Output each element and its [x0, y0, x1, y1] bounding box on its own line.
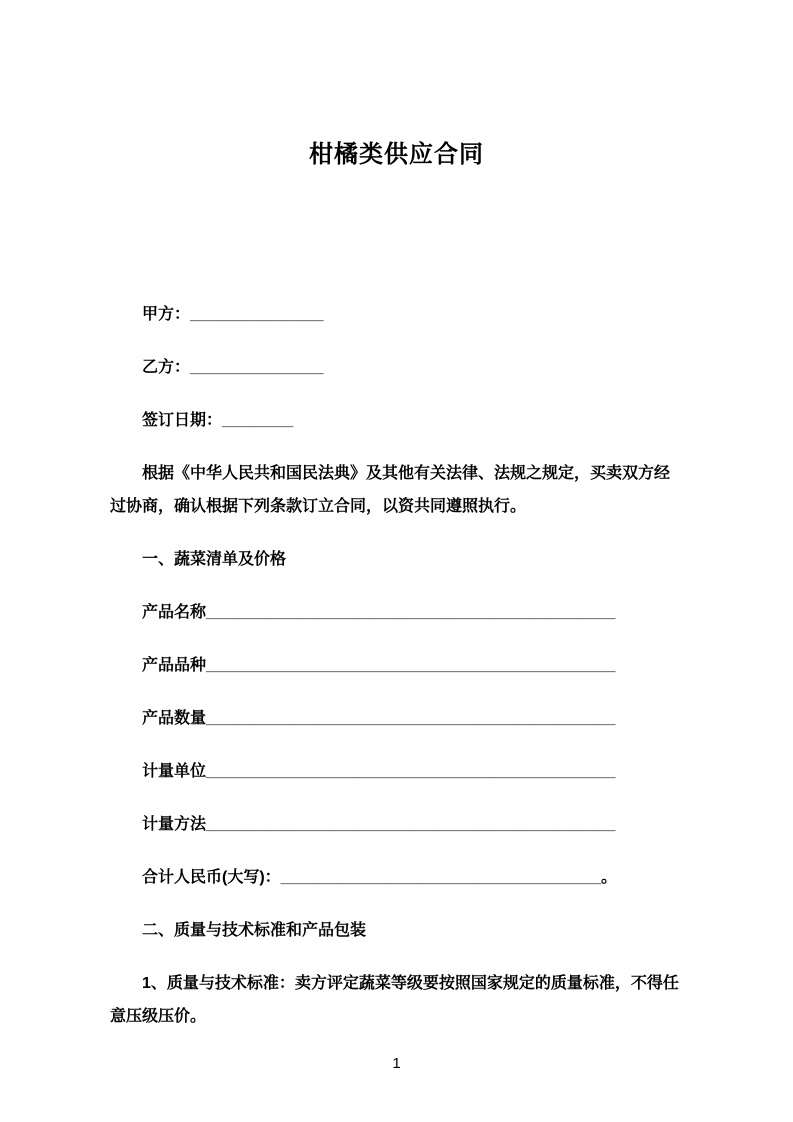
measure-method-row	[110, 808, 683, 841]
sign-date-blank: ________	[222, 412, 294, 429]
measure-unit-row	[110, 755, 683, 788]
document-title: 柑橘类供应合同	[309, 141, 484, 168]
clause-1-paragraph: 1、质量与技术标准：卖方评定蔬菜等级要按照国家规定的质量标准，不得任意压级压价。	[110, 975, 679, 1025]
total-amount-label: 合计人民币(大写)：	[142, 869, 281, 886]
sign-date-label: 签订日期：	[142, 412, 223, 429]
section-1-heading: 一、蔬菜清单及价格	[142, 551, 287, 568]
party-a-blank: _______________	[190, 306, 324, 323]
intro-paragraph: 根据《中华人民共和国民法典》及其他有关法律、法规之规定，买卖双方经过协商，确认根据下列条款订立合同，以资共同遵照执行。	[110, 465, 671, 515]
product-name-label: 产品名称	[142, 604, 207, 621]
total-amount-row	[110, 861, 683, 894]
product-name-blank: ______________________________________________	[206, 604, 616, 621]
product-quantity-label: 产品数量	[142, 710, 207, 727]
page-number: 1	[392, 1055, 401, 1072]
measure-method-label: 计量方法	[142, 816, 207, 833]
product-variety-blank: ______________________________________________	[206, 657, 616, 674]
product-quantity-blank: ______________________________________________	[206, 710, 616, 727]
product-name-row	[110, 596, 683, 629]
party-a-label: 甲方：	[142, 306, 191, 323]
measure-unit-blank: ______________________________________________	[206, 763, 616, 780]
party-b-blank: _______________	[190, 359, 324, 376]
measure-unit-label: 计量单位	[142, 763, 207, 780]
product-quantity-row	[110, 702, 683, 735]
total-amount-blank: ____________________________________	[280, 869, 602, 886]
party-b-line	[110, 351, 683, 384]
measure-method-blank: ______________________________________________	[206, 816, 616, 833]
total-amount-suffix: 。	[601, 869, 618, 886]
section-2-heading: 二、质量与技术标准和产品包装	[142, 922, 367, 939]
sign-date-line	[110, 404, 683, 437]
product-variety-label: 产品品种	[142, 657, 207, 674]
party-a-line	[110, 298, 683, 331]
party-b-label: 乙方：	[142, 359, 191, 376]
product-variety-row	[110, 649, 683, 682]
